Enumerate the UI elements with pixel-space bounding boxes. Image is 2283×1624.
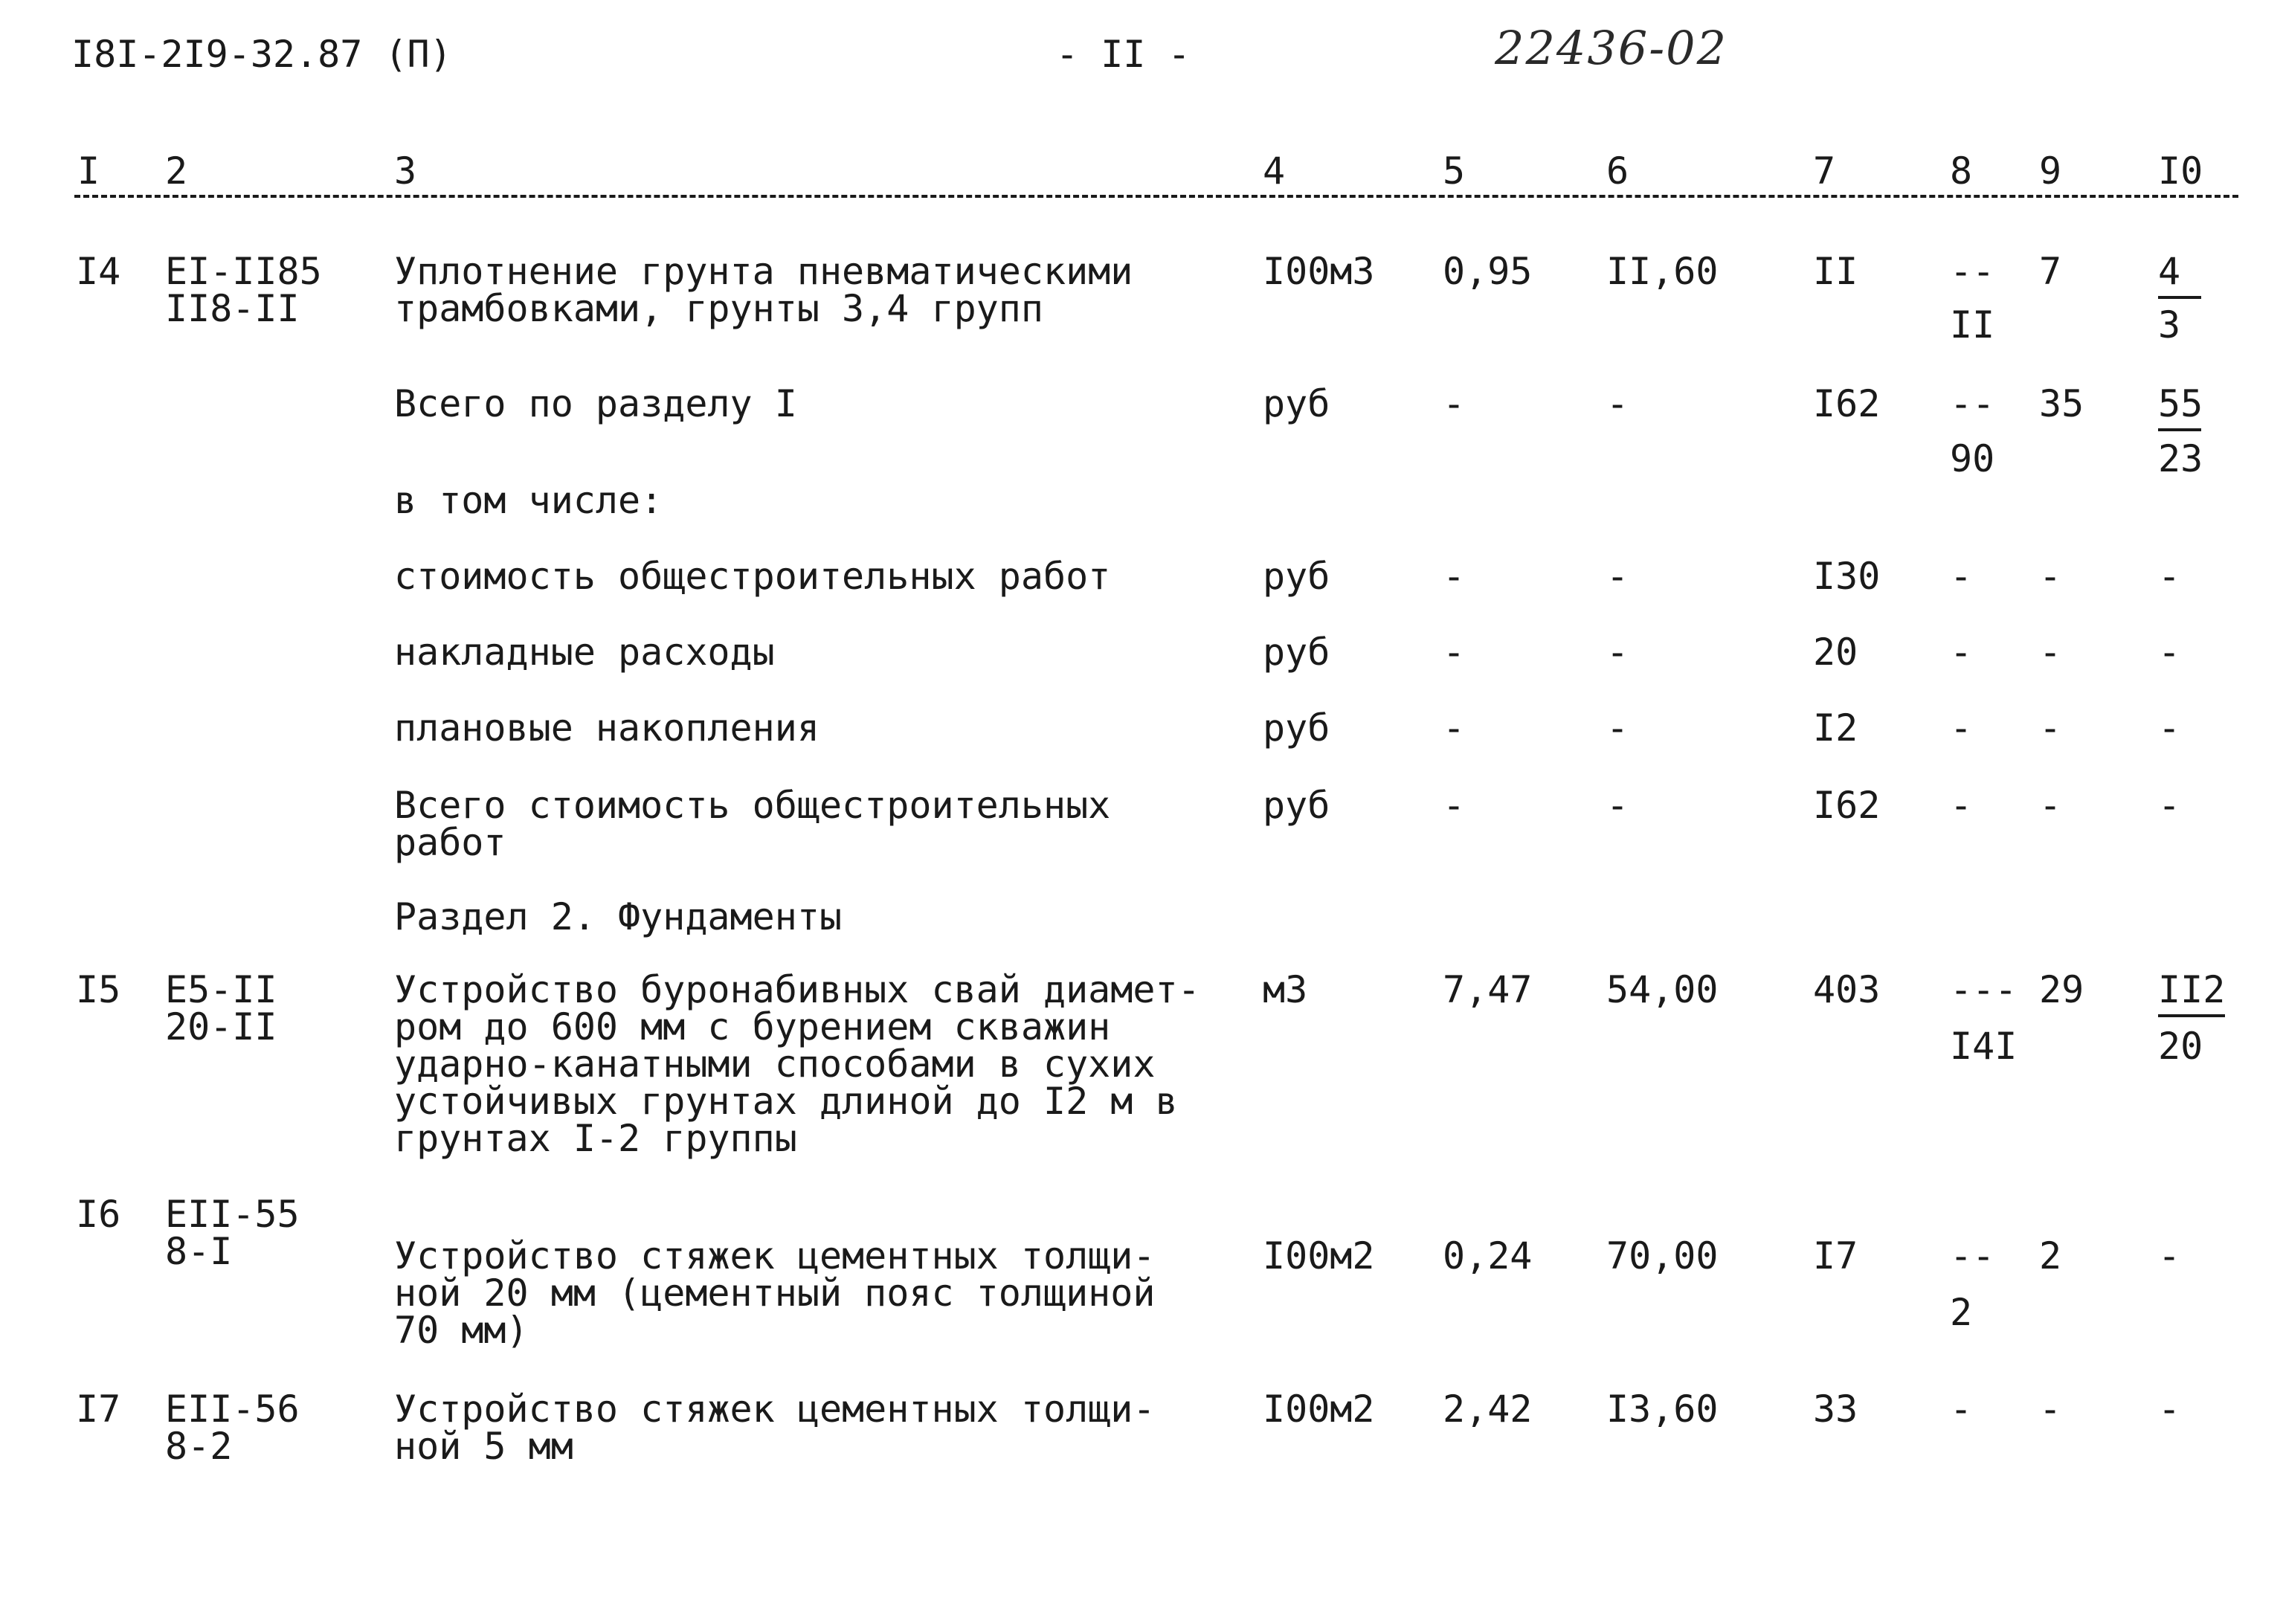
description-line: грунтах I-2 группы (394, 1117, 797, 1160)
norm-code-line: EII-56 (165, 1388, 300, 1431)
fraction-bar (2158, 1014, 2225, 1017)
description-line: 70 мм) (394, 1309, 529, 1352)
col8-value: - (1950, 555, 1973, 598)
norm-code-line: EI-II85 (165, 250, 322, 293)
col8-bottom: II (1950, 303, 1995, 347)
total-cost: 33 (1813, 1388, 1858, 1431)
col8-bottom: 2 (1950, 1291, 1973, 1334)
norm-code-line: E5-II (165, 968, 277, 1011)
unit: м3 (1263, 968, 1308, 1011)
column-number-1: I (77, 149, 100, 193)
col10-value: - (2158, 706, 2181, 750)
document-code: I8I-2I9-32.87 (П) (71, 33, 452, 76)
unit-price: 70,00 (1606, 1234, 1719, 1277)
column-number-2: 2 (165, 149, 188, 193)
col10-top: II2 (2158, 968, 2226, 1011)
col10-value: - (2158, 1234, 2181, 1277)
total-cost: I30 (1813, 555, 1881, 598)
unit: I00м2 (1263, 1388, 1375, 1431)
page-number: - II - (1056, 33, 1191, 76)
col10-top: 4 (2158, 250, 2181, 293)
description-line: Устройство стяжек цементных толщи- (394, 1234, 1156, 1277)
description-line: плановые накопления (394, 706, 820, 750)
row-number: I5 (76, 968, 121, 1011)
total-cost: 20 (1813, 631, 1858, 674)
column-number-10: I0 (2158, 149, 2203, 193)
norm-code-line: EII-55 (165, 1193, 300, 1236)
row-number: I7 (76, 1388, 121, 1431)
col8-value: - (1950, 706, 1973, 750)
header-divider (74, 195, 2238, 198)
unit: руб (1263, 706, 1330, 750)
unit-price: - (1606, 706, 1629, 750)
section-heading: Раздел 2. Фундаменты (394, 895, 843, 938)
description-line: ударно-канатными способами в сухих (394, 1043, 1156, 1086)
unit-price: I3,60 (1606, 1388, 1719, 1431)
description-line: Устройство стяжек цементных толщи- (394, 1388, 1156, 1431)
description-line: трамбовками, грунты 3,4 групп (394, 287, 1043, 330)
norm-code-line: II8-II (165, 287, 300, 330)
col8-top: -- (1950, 250, 1995, 293)
quantity: 0,24 (1443, 1234, 1533, 1277)
description-line: ной 5 мм (394, 1425, 573, 1468)
description-line: Всего стоимость общестроительных (394, 784, 1111, 827)
quantity: - (1443, 555, 1466, 598)
column-number-4: 4 (1263, 149, 1286, 193)
description-line: Устройство буронабивных свай диамет- (394, 968, 1200, 1011)
col9-value: - (2039, 555, 2062, 598)
unit-price: - (1606, 382, 1629, 425)
unit-price: II,60 (1606, 250, 1719, 293)
description-line: стоимость общестроительных работ (394, 555, 1111, 598)
total-cost: II (1813, 250, 1858, 293)
col8-top: -- (1950, 382, 1995, 425)
col9-value: 35 (2039, 382, 2084, 425)
description-line: Всего по разделу I (394, 382, 797, 425)
col10-value: - (2158, 784, 2181, 827)
unit: руб (1263, 784, 1330, 827)
unit-price: - (1606, 784, 1629, 827)
col8-bottom: 90 (1950, 437, 1995, 480)
unit-price: - (1606, 631, 1629, 674)
unit: руб (1263, 631, 1330, 674)
norm-code-line: 8-I (165, 1230, 233, 1273)
unit: I00м2 (1263, 1234, 1375, 1277)
col10-value: - (2158, 631, 2181, 674)
description-line: ной 20 мм (цементный пояс толщиной (394, 1272, 1156, 1315)
description-line: устойчивых грунтах длиной до I2 м в (394, 1080, 1178, 1123)
quantity: 0,95 (1443, 250, 1533, 293)
quantity: - (1443, 784, 1466, 827)
row-number: I4 (76, 250, 121, 293)
column-number-7: 7 (1813, 149, 1836, 193)
description-line: Уплотнение грунта пневматическими (394, 250, 1133, 293)
col10-value: - (2158, 1388, 2181, 1431)
unit-price: - (1606, 555, 1629, 598)
col9-value: 7 (2039, 250, 2062, 293)
unit: руб (1263, 555, 1330, 598)
col9-value: - (2039, 631, 2062, 674)
quantity: - (1443, 631, 1466, 674)
col9-value: 29 (2039, 968, 2084, 1011)
column-number-3: 3 (394, 149, 417, 193)
description-line: работ (394, 821, 506, 864)
norm-code-line: 8-2 (165, 1425, 233, 1468)
col10-bottom: 23 (2158, 437, 2203, 480)
col9-value: - (2039, 784, 2062, 827)
total-cost: I2 (1813, 706, 1858, 750)
col10-value: - (2158, 555, 2181, 598)
column-number-9: 9 (2039, 149, 2062, 193)
description-line: накладные расходы (394, 631, 775, 674)
unit: I00м3 (1263, 250, 1375, 293)
column-number-6: 6 (1606, 149, 1629, 193)
col8-top: --- (1950, 968, 2018, 1011)
description-line: ром до 600 мм с бурением скважин (394, 1005, 1111, 1048)
column-number-5: 5 (1443, 149, 1466, 193)
norm-code-line: 20-II (165, 1005, 277, 1048)
col8-value: - (1950, 1388, 1973, 1431)
col8-value: - (1950, 784, 1973, 827)
col8-bottom: I4I (1950, 1025, 2018, 1068)
handwritten-number: 22436-02 (1495, 21, 1728, 75)
total-cost: 403 (1813, 968, 1881, 1011)
fraction-bar (2158, 296, 2201, 299)
quantity: 2,42 (1443, 1388, 1533, 1431)
quantity: - (1443, 706, 1466, 750)
col8-value: - (1950, 631, 1973, 674)
total-cost: I62 (1813, 784, 1881, 827)
subheading-including: в том числе: (394, 479, 663, 522)
quantity: - (1443, 382, 1466, 425)
col8-top: -- (1950, 1234, 1995, 1277)
col9-value: 2 (2039, 1234, 2062, 1277)
col9-value: - (2039, 706, 2062, 750)
total-cost: I62 (1813, 382, 1881, 425)
total-cost: I7 (1813, 1234, 1858, 1277)
row-number: I6 (76, 1193, 121, 1236)
quantity: 7,47 (1443, 968, 1533, 1011)
unit-price: 54,00 (1606, 968, 1719, 1011)
col10-bottom: 3 (2158, 303, 2181, 347)
col10-bottom: 20 (2158, 1025, 2203, 1068)
column-number-8: 8 (1950, 149, 1973, 193)
unit: руб (1263, 382, 1330, 425)
col10-top: 55 (2158, 382, 2203, 425)
col9-value: - (2039, 1388, 2062, 1431)
fraction-bar (2158, 428, 2201, 431)
